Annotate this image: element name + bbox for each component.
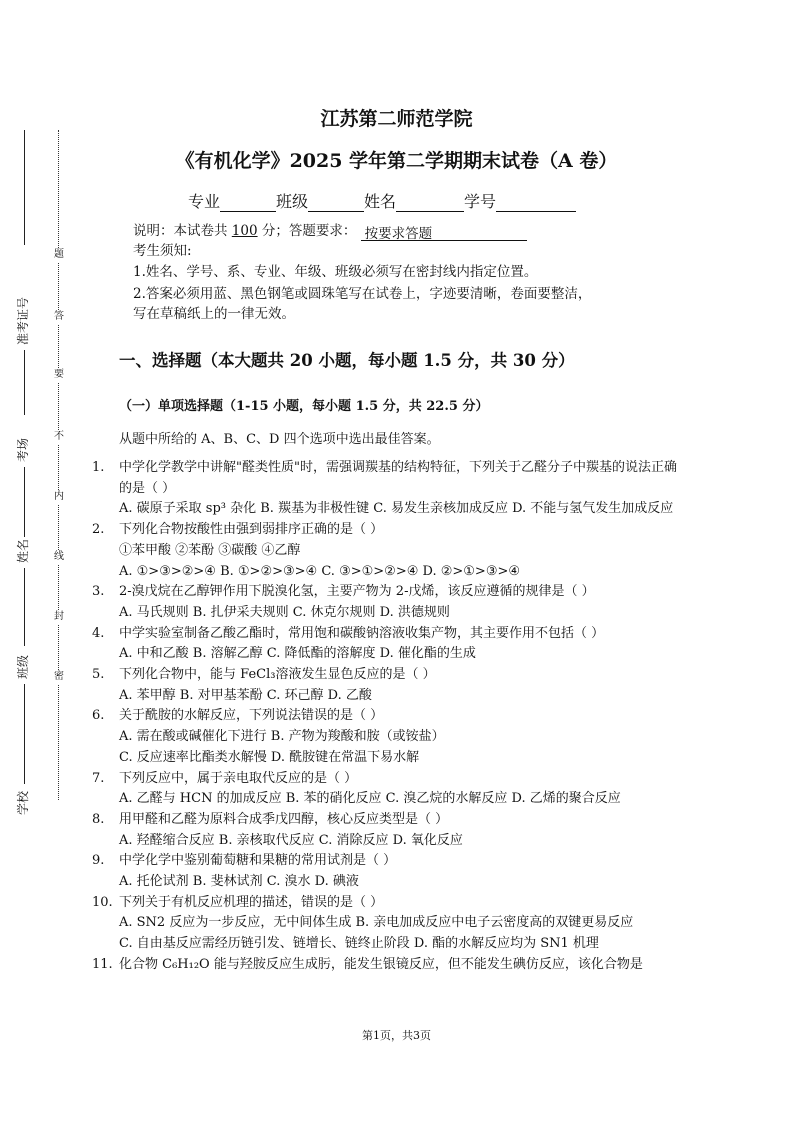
notice-item-2-cont: 写在草稿纸上的一律无效。 xyxy=(133,306,295,322)
question-number: 6. xyxy=(92,708,105,724)
question-stem: 下列关于有机反应机理的描述，错误的是（ ） xyxy=(119,894,384,910)
seal-char: 题 xyxy=(54,249,64,260)
major-label: 专业 xyxy=(188,192,221,211)
question-number: 3. xyxy=(92,584,105,600)
seal-char: 不 xyxy=(54,431,64,442)
school-title: 江苏第二师范学院 xyxy=(320,108,473,130)
question-options: A. 托伦试剂 B. 斐林试剂 C. 溴水 D. 碘液 xyxy=(119,874,359,890)
page-footer: 第1页，共3页 xyxy=(362,1029,431,1042)
question-options: A. 马氏规则 B. 扎伊采夫规则 C. 休克尔规则 D. 洪德规则 xyxy=(119,604,450,620)
question-number: 2. xyxy=(92,522,105,538)
seal-dotted-line xyxy=(58,130,59,800)
question-number: 8. xyxy=(92,811,105,827)
notice-item-1: 1.姓名、学号、系、专业、年级、班级必须写在密封线内指定位置。 xyxy=(133,264,538,280)
question-stem: 2-溴戊烷在乙醇钾作用下脱溴化氢，主要产物为 2-戊烯，该反应遵循的规律是（ ） xyxy=(119,584,595,600)
question-item xyxy=(92,582,682,623)
description-prefix: 说明：本试卷共 xyxy=(133,223,228,239)
question-item xyxy=(92,851,682,892)
question-list xyxy=(92,458,682,976)
question-options: A. SN2 反应为一步反应，无中间体生成 B. 亲电加成反应中电子云密度高的双键更易反应 xyxy=(119,915,634,931)
name-field[interactable] xyxy=(396,195,464,212)
seal-char: 密 xyxy=(54,671,64,682)
side-line xyxy=(24,467,25,537)
question-number: 5. xyxy=(92,667,105,683)
question-stem: 关于酰胺的水解反应，下列说法错误的是（ ） xyxy=(119,708,384,724)
question-stem: 下列化合物中，能与 FeCl₃溶液发生显色反应的是（ ） xyxy=(119,667,436,683)
question-stem: 中学实验室制备乙酸乙酯时，常用饱和碳酸钠溶液收集产物，其主要作用不包括（ ） xyxy=(119,625,605,641)
student-info-row xyxy=(188,189,576,212)
student-id-label: 学号 xyxy=(464,192,497,211)
exam-description xyxy=(133,221,527,241)
seal-char: 内 xyxy=(54,491,64,502)
question-item xyxy=(92,955,682,976)
question-options: A. 乙醛与 HCN 的加成反应 B. 苯的硝化反应 C. 溴乙烷的水解反应 D. 乙烯的聚合反应 xyxy=(119,791,621,807)
side-label-name: 姓名 xyxy=(16,538,30,563)
question-item xyxy=(92,810,682,851)
seal-char: 封 xyxy=(54,611,64,622)
question-stem: 下列化合物按酸性由强到弱排序正确的是（ ） xyxy=(119,522,384,538)
section-title: 一、选择题（本大题共 20 小题，每小题 1.5 分，共 30 分） xyxy=(119,351,575,370)
question-options: C. 自由基反应需经历链引发、链增长、链终止阶段 D. 酯的水解反应均为 SN1 机理 xyxy=(119,936,599,952)
question-item xyxy=(92,624,682,665)
side-label-school: 学校 xyxy=(16,790,30,815)
exam-title: 《有机化学》2025 学年第二学期期末试卷（A 卷） xyxy=(175,150,618,172)
question-options: ①苯甲酸 ②苯酚 ③碳酸 ④乙醇 xyxy=(119,542,301,558)
question-item xyxy=(92,706,682,768)
major-field[interactable] xyxy=(220,195,276,212)
question-stem: 中学化学中鉴别葡萄糖和果糖的常用试剂是（ ） xyxy=(119,853,397,869)
question-number: 10. xyxy=(92,894,113,910)
question-stem: 化合物 C₆H₁₂O 能与羟胺反应生成肟，能发生银镜反应，但不能发生碘仿反应，该化合物是 xyxy=(119,956,643,972)
notice-item-2: 2.答案必须用蓝、黑色钢笔或圆珠笔写在试卷上，字迹要清晰，卷面要整洁， xyxy=(133,286,592,302)
question-number: 7. xyxy=(92,770,105,786)
question-stem: 中学化学教学中讲解"醛类性质"时，需强调羰基的结构特征，下列关于乙醛分子中羰基的说法正确的是（ ） xyxy=(119,460,677,496)
question-stem: 下列反应中，属于亲电取代反应的是（ ） xyxy=(119,770,358,786)
question-item xyxy=(92,769,682,810)
seal-char: 要 xyxy=(54,369,64,380)
section-instruction: 从题中所给的 A、B、C、D 四个选项中选出最佳答案。 xyxy=(119,432,440,447)
side-label-exam-room: 考场 xyxy=(16,437,30,462)
score-unit-text: 分；答题要求： xyxy=(261,223,357,239)
question-item xyxy=(92,665,682,706)
question-options: A. 羟醛缩合反应 B. 亲核取代反应 C. 消除反应 D. 氧化反应 xyxy=(119,832,463,848)
subsection-title: （一）单项选择题（1-15 小题，每小题 1.5 分，共 22.5 分） xyxy=(119,399,489,414)
question-options: A. 碳原子采取 sp³ 杂化 B. 羰基为非极性键 C. 易发生亲核加成反应 D. 不能与氢气发生加成反应 xyxy=(119,501,674,517)
side-label-class: 班级 xyxy=(16,654,30,679)
question-options: A. 需在酸或碱催化下进行 B. 产物为羧酸和胺（或铵盐） xyxy=(119,729,445,745)
question-options: A. ①>③>②>④ B. ①>②>③>④ C. ③>①>②>④ D. ②>①>③>④ xyxy=(119,563,521,579)
side-line xyxy=(24,568,25,646)
side-label-exam-number: 准考证号 xyxy=(16,296,30,345)
class-field[interactable] xyxy=(308,195,364,212)
question-options: A. 中和乙酸 B. 溶解乙醇 C. 降低酯的溶解度 D. 催化酯的生成 xyxy=(119,646,476,662)
name-label: 姓名 xyxy=(364,192,397,211)
question-item xyxy=(92,893,682,955)
question-item xyxy=(92,458,682,520)
question-stem: 用甲醛和乙醛为原料合成季戊四醇，核心反应类型是（ ） xyxy=(119,811,449,827)
notice-title: 考生须知: xyxy=(133,243,192,259)
question-number: 9. xyxy=(92,853,105,869)
question-number: 4. xyxy=(92,625,105,641)
side-line xyxy=(24,350,25,415)
side-line xyxy=(24,684,25,784)
question-item xyxy=(92,520,682,582)
question-number: 11. xyxy=(92,956,113,972)
total-score: 100 xyxy=(231,223,258,239)
student-id-field[interactable] xyxy=(496,195,576,212)
question-options: C. 反应速率比酯类水解慢 D. 酰胺键在常温下易水解 xyxy=(119,749,420,765)
answer-requirement: 按要求答题 xyxy=(361,224,527,241)
seal-char: 答 xyxy=(54,311,64,322)
question-options: A. 苯甲醇 B. 对甲基苯酚 C. 环己醇 D. 乙酸 xyxy=(119,687,372,703)
class-label: 班级 xyxy=(276,192,309,211)
question-number: 1. xyxy=(92,460,105,475)
seal-char: 线 xyxy=(54,551,64,562)
